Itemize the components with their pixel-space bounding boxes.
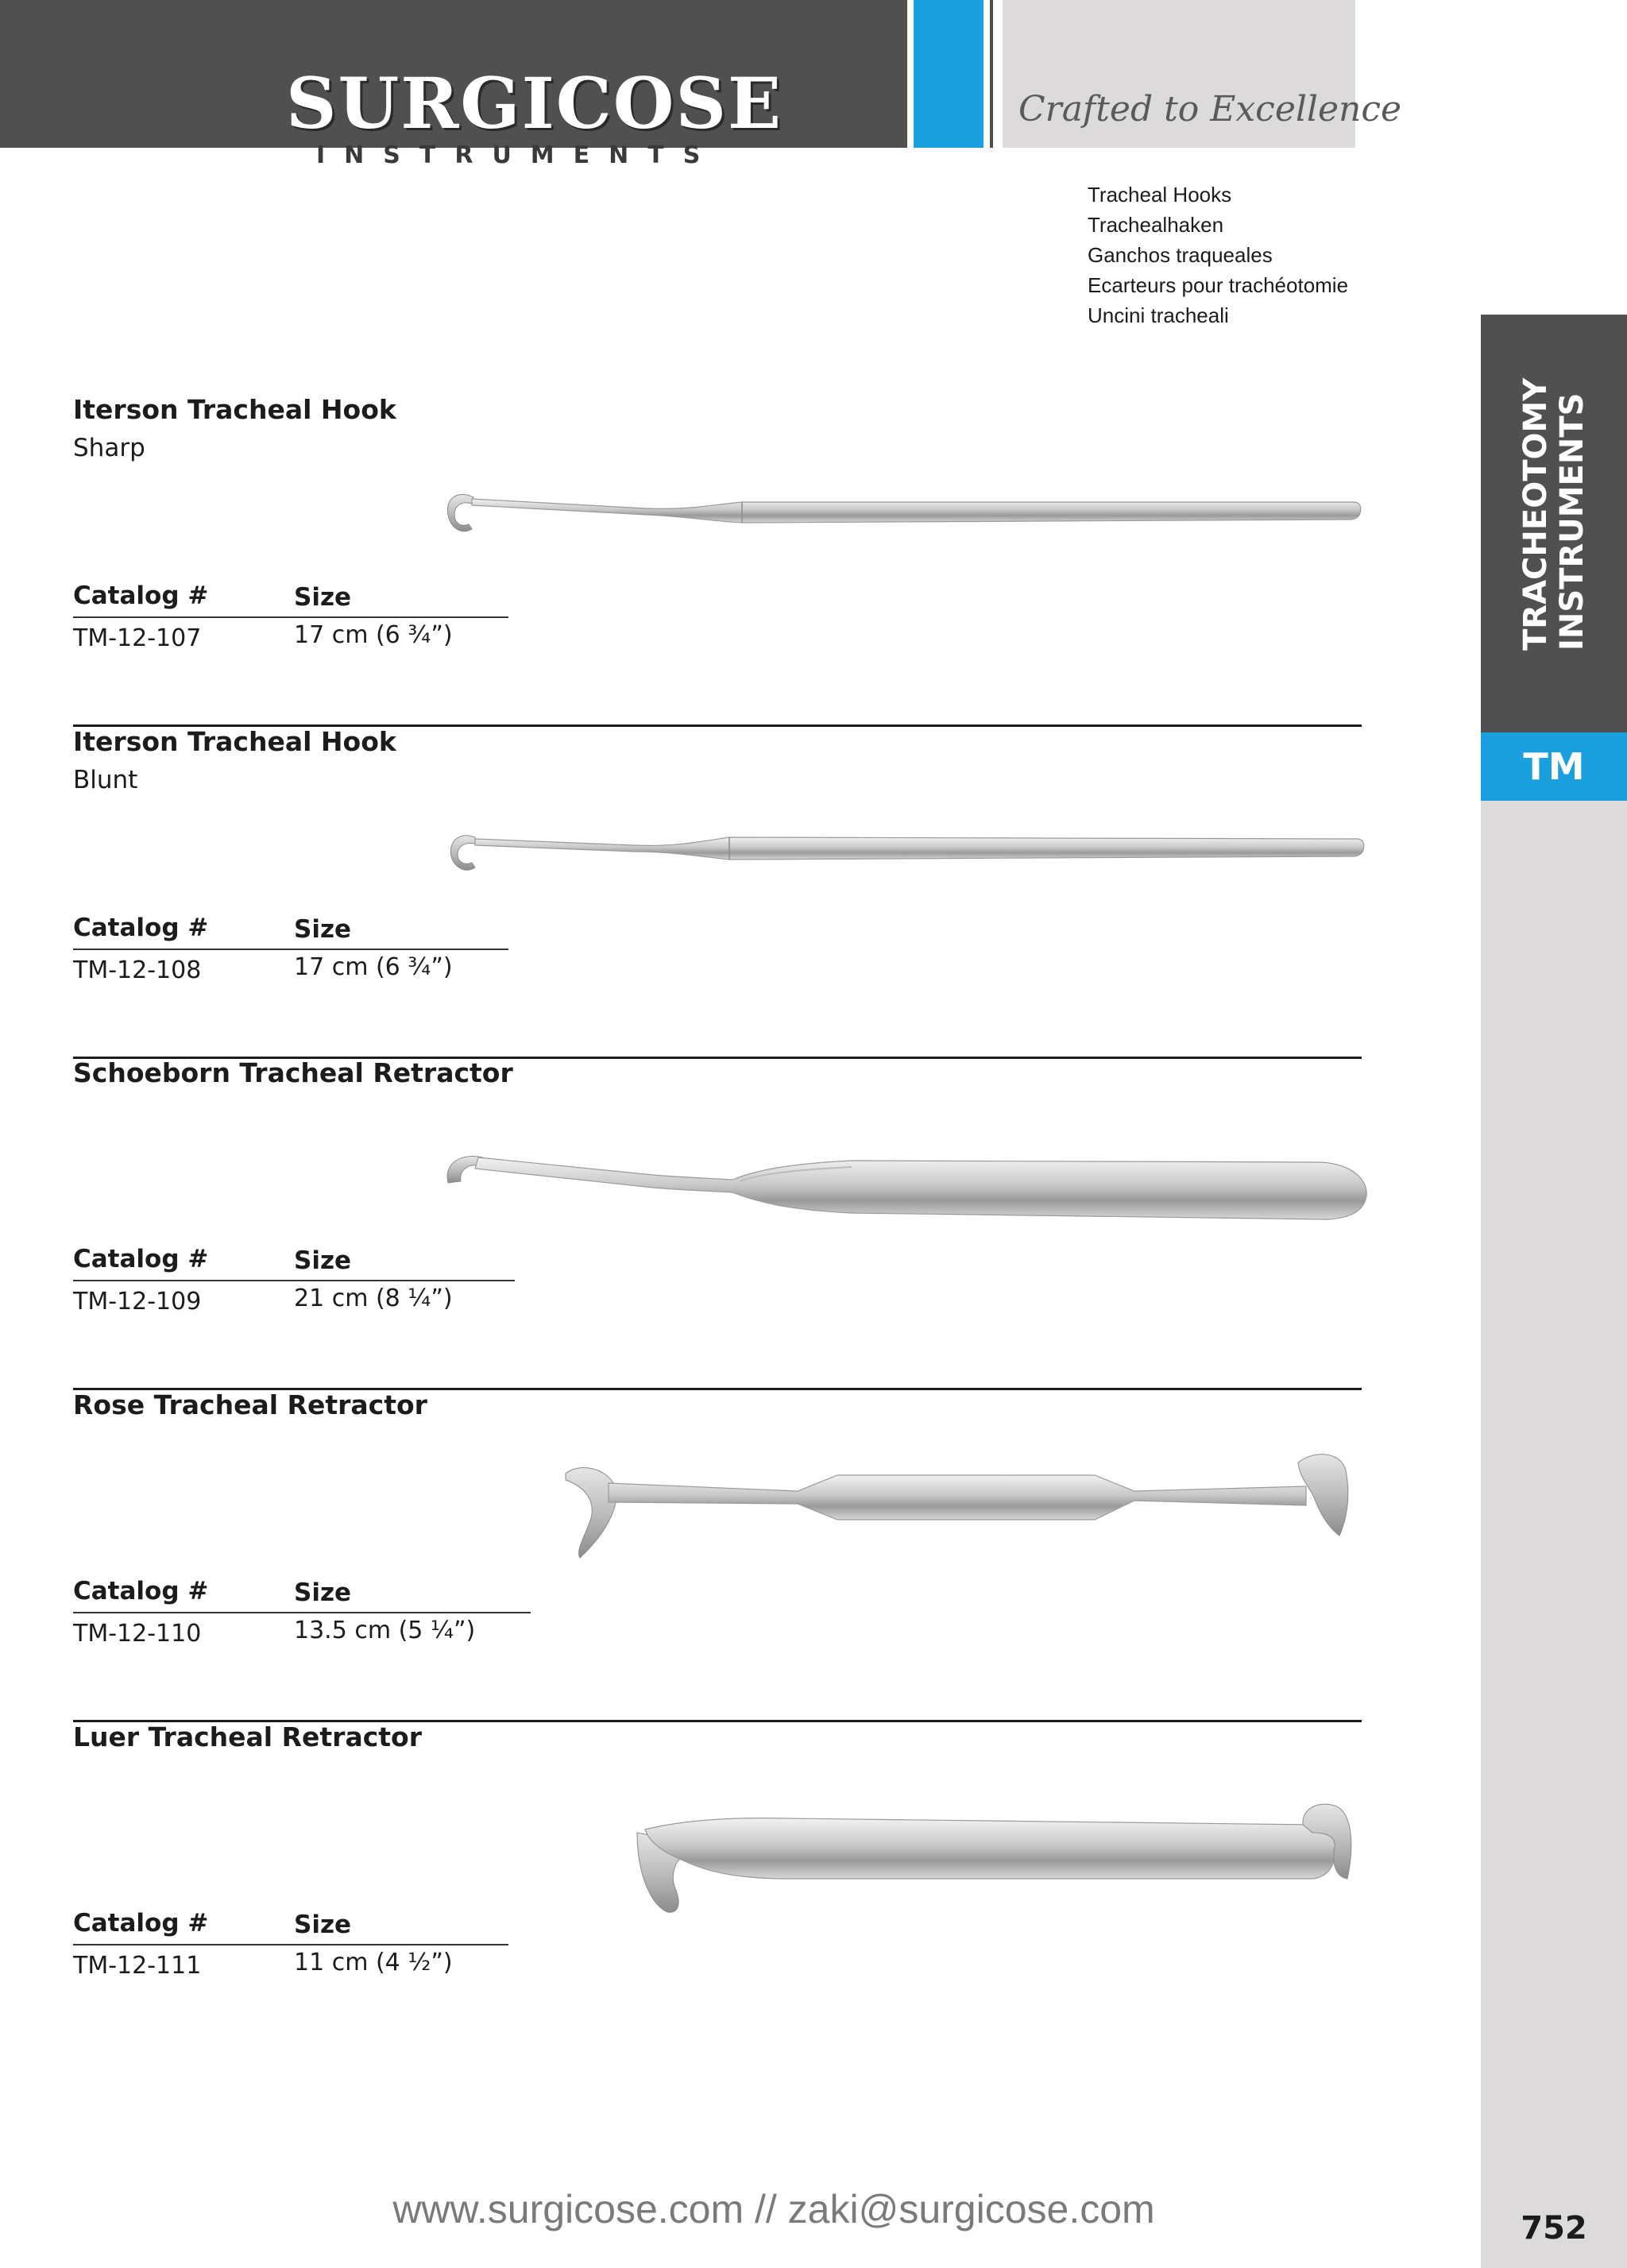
product-size: 21 cm (8 ¼”) xyxy=(294,1285,453,1312)
underline xyxy=(294,1280,515,1281)
catalog-label: Catalog # xyxy=(73,1577,209,1605)
brand-tagline: Crafted to Excellence xyxy=(1018,89,1402,129)
product-size: 11 cm (4 ½”) xyxy=(294,1949,453,1976)
product-entry xyxy=(73,1721,1362,2053)
iterson-hook-blunt-image xyxy=(443,821,1365,885)
underline xyxy=(294,616,508,618)
footer-contact: www.surgicose.com // zaki@surgicose.com xyxy=(392,2187,1155,2231)
underline xyxy=(73,616,294,618)
product-title: Rose Tracheal Retractor xyxy=(73,1389,427,1420)
product-entry xyxy=(73,394,1362,725)
section-title-line: TRACHEOTOMY xyxy=(1517,377,1554,651)
underline xyxy=(73,1612,294,1613)
catalog-number: TM-12-108 xyxy=(73,956,202,984)
header-thin-stripe xyxy=(990,0,993,148)
underline xyxy=(294,1612,531,1613)
catalog-number: TM-12-111 xyxy=(73,1952,202,1980)
product-title: Luer Tracheal Retractor xyxy=(73,1721,422,1752)
category-names-list xyxy=(1088,180,1348,330)
product-subtitle: Sharp xyxy=(73,434,145,462)
product-title: Iterson Tracheal Hook xyxy=(73,394,396,425)
catalog-label: Catalog # xyxy=(73,1245,209,1273)
brand-logo: SURGICOSE xyxy=(286,62,783,145)
product-subtitle: Blunt xyxy=(73,766,138,794)
size-label: Size xyxy=(294,915,352,944)
page-number: 752 xyxy=(1521,2210,1587,2247)
size-label: Size xyxy=(294,1911,352,1939)
underline xyxy=(73,1944,294,1945)
underline xyxy=(294,949,508,950)
catalog-label: Catalog # xyxy=(73,914,209,942)
category-name: Trachealhaken xyxy=(1088,213,1224,237)
header-divider xyxy=(984,0,990,148)
iterson-hook-sharp-image xyxy=(440,481,1362,545)
rose-retractor-image xyxy=(559,1447,1362,1574)
size-label: Size xyxy=(294,1578,352,1607)
category-name: Uncini tracheali xyxy=(1088,303,1229,327)
section-title-line: INSTRUMENTS xyxy=(1554,392,1590,651)
underline xyxy=(73,1280,294,1281)
header-divider xyxy=(907,0,914,148)
product-size: 17 cm (6 ¾”) xyxy=(294,953,453,981)
size-label: Size xyxy=(294,1246,352,1275)
product-size: 13.5 cm (5 ¼”) xyxy=(294,1617,476,1644)
product-entry xyxy=(73,726,1362,1057)
product-title: Schoeborn Tracheal Retractor xyxy=(73,1057,513,1088)
section-code-badge: TM xyxy=(1481,732,1627,801)
product-entry xyxy=(73,1057,1362,1389)
catalog-number: TM-12-110 xyxy=(73,1620,202,1648)
product-title: Iterson Tracheal Hook xyxy=(73,726,396,757)
catalog-number: TM-12-109 xyxy=(73,1288,202,1316)
size-label: Size xyxy=(294,583,352,612)
category-name: Tracheal Hooks xyxy=(1088,183,1232,207)
category-name: Ecarteurs pour trachéotomie xyxy=(1088,273,1349,297)
category-name: Ganchos traqueales xyxy=(1088,243,1273,267)
header-accent-stripe xyxy=(914,0,984,148)
luer-retractor-image xyxy=(629,1801,1362,1928)
side-gray-strip xyxy=(1481,801,1627,2268)
underline xyxy=(294,1944,508,1945)
catalog-label: Catalog # xyxy=(73,581,209,610)
catalog-label: Catalog # xyxy=(73,1909,209,1938)
product-size: 17 cm (6 ¾”) xyxy=(294,621,453,649)
product-entry xyxy=(73,1389,1362,1721)
schoeborn-retractor-image xyxy=(439,1146,1368,1242)
underline xyxy=(73,949,294,950)
catalog-number: TM-12-107 xyxy=(73,624,202,652)
brand-subtitle: INSTRUMENTS xyxy=(316,141,720,169)
